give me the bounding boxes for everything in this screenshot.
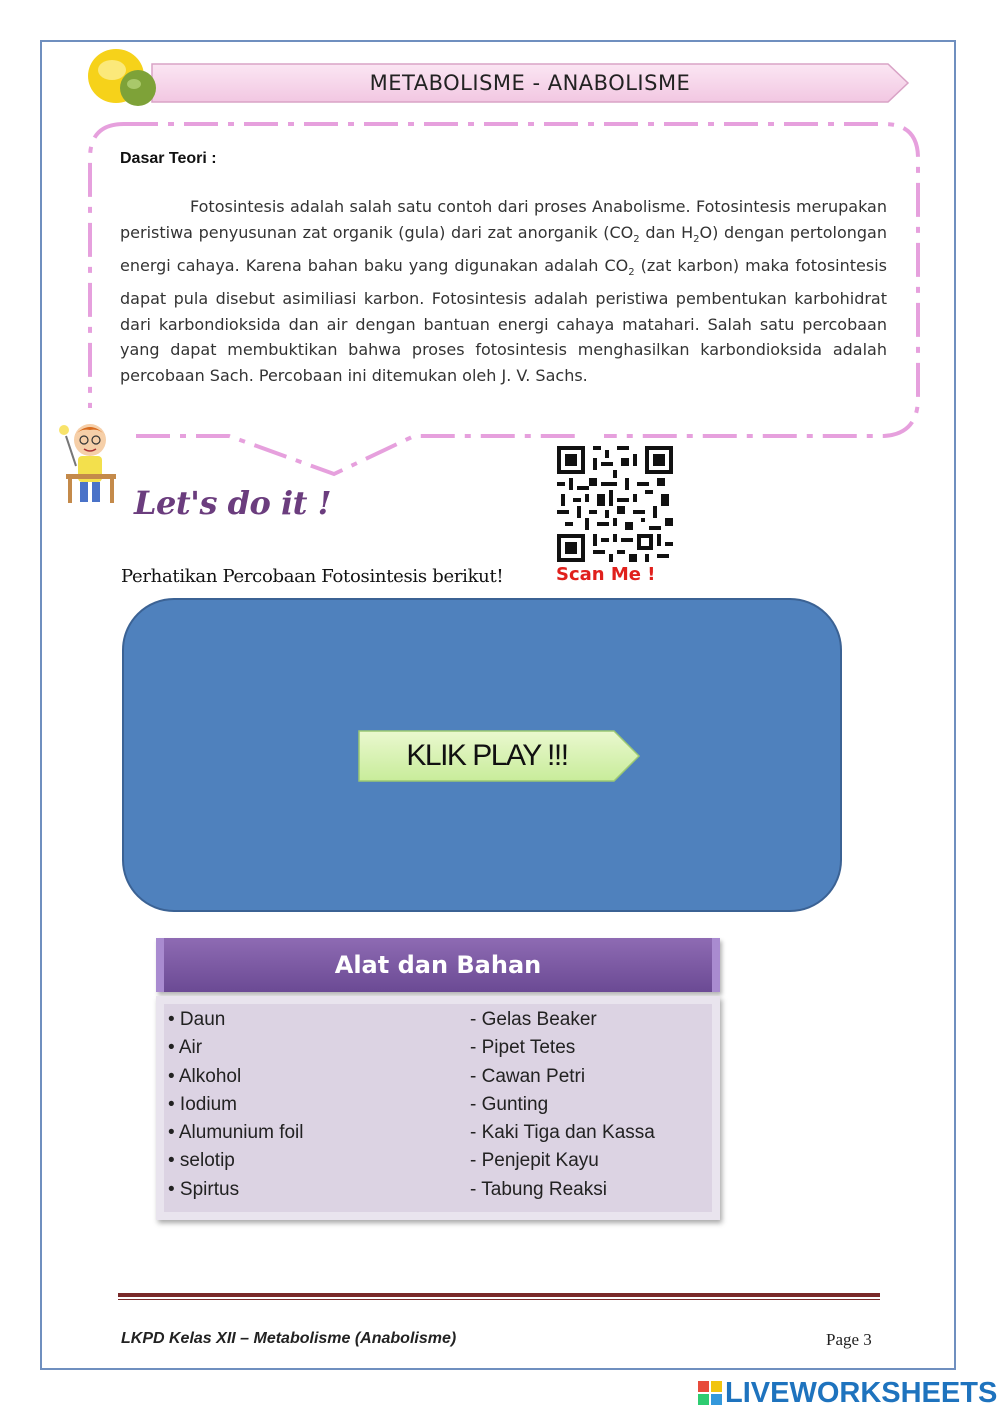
footer-divider-thin [118, 1299, 880, 1300]
list-item: - Gelas Beaker [470, 1009, 597, 1030]
subscript-2: 2 [633, 233, 640, 245]
list-item: • Alumunium foil [168, 1122, 304, 1144]
list-item: • selotip [168, 1150, 235, 1172]
theory-text-2: dan H [639, 222, 694, 242]
materials-title: Alat dan Bahan [334, 951, 542, 979]
subscript-2: 2 [628, 266, 635, 278]
page-number: Page 3 [826, 1330, 872, 1349]
instruction-text: Perhatikan Percobaan Fotosintesis berikut! [121, 566, 504, 587]
list-item: - Kaki Tiga dan Kassa [470, 1122, 655, 1144]
footer-course: LKPD Kelas XII – Metabolisme (Anabolisme) [121, 1330, 457, 1347]
lets-do-it-heading: Let's do it ! [134, 484, 332, 522]
liveworksheets-logo-icon [698, 1381, 722, 1405]
theory-text-1: Fotosintesis adalah salah satu contoh dari proses Anabolisme. Fotosintesis merupakan peristiwa penyusunan zat organik (gula) dari zat anorganik (CO [120, 197, 887, 242]
watermark-text[interactable]: LIVEWORKSHEETS [725, 1377, 998, 1409]
list-item: - Pipet Tetes [470, 1037, 576, 1059]
qr-code[interactable] [557, 446, 673, 562]
list-item: • Spirtus [168, 1178, 240, 1200]
list-item: • Iodium [168, 1093, 237, 1115]
theory-heading: Dasar Teori : [120, 150, 217, 167]
list-item: • Daun [168, 1009, 226, 1030]
theory-paragraph [120, 194, 887, 389]
list-item: - Gunting [470, 1093, 549, 1115]
materials-list-right [470, 1006, 655, 1204]
theory-text-3: O) dengan pertolongan energi cahaya. Karena bahan baku yang digunakan adalah CO [120, 222, 887, 275]
subscript-2: 2 [693, 233, 700, 245]
scan-me-label: Scan Me ! [556, 564, 656, 585]
list-item: - Penjepit Kayu [470, 1150, 599, 1172]
theory-text-4: (zat karbon) maka fotosintesis dapat pula disebut asimiliasi karbon. Fotosintesis adalah peristiwa pembentukan karbohidrat dari karbondioksida dan air dengan bantuan energi cahaya matahari. Salah satu percobaan yang dapat membuktikan bahwa proses fotosintesis menghasilkan karbondioksida adalah percobaan Sach. Percobaan ini ditemukan oleh J. V. Sachs. [120, 255, 888, 386]
student-illustration [54, 418, 120, 508]
materials-list-left [168, 1006, 304, 1204]
list-item: • Air [168, 1037, 203, 1059]
list-item: - Cawan Petri [470, 1065, 586, 1087]
page-title: METABOLISME - ANABOLISME [369, 71, 691, 95]
play-button-label[interactable]: KLIK PLAY !!! [406, 739, 568, 772]
lemon-icon [86, 46, 156, 110]
footer-divider [118, 1293, 880, 1297]
list-item: - Tabung Reaksi [470, 1178, 607, 1200]
list-item: • Alkohol [168, 1065, 242, 1087]
